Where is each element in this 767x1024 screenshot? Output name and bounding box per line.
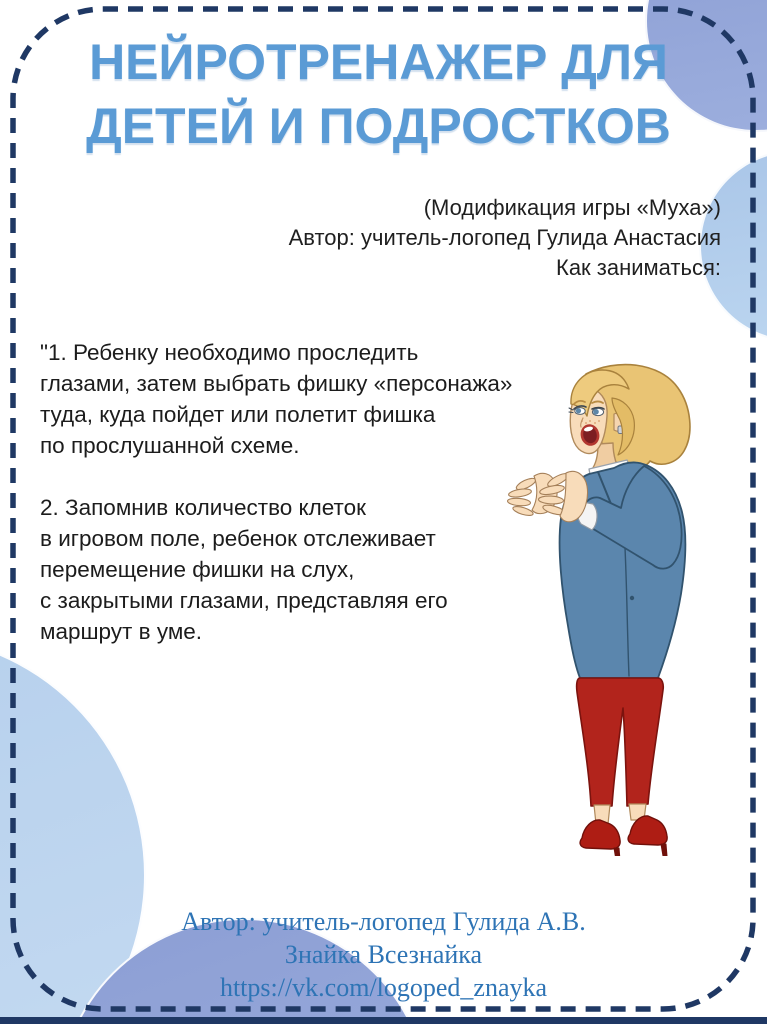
instruction-line: 2. Запомнив количество клеток (40, 495, 366, 520)
instruction-line: маршрут в уме. (40, 619, 203, 644)
subtitle-modification: (Модификация игры «Муха») (423, 195, 721, 220)
instructions-block (40, 337, 512, 647)
bottom-edge-strip (0, 1017, 767, 1024)
instruction-line: по прослушанной схеме. (40, 433, 300, 458)
subtitle-block (289, 193, 721, 283)
paragraph-gap (40, 461, 512, 492)
instruction-line: глазами, затем выбрать фишку «персонажа» (40, 371, 513, 396)
subtitle-howto: Как заниматься: (556, 255, 721, 280)
vk-link[interactable]: https://vk.com/logoped_znayka (219, 973, 548, 1002)
instruction-line: с закрытыми глазами, представляя его (40, 588, 448, 613)
speaking-woman-illustration (486, 356, 714, 856)
footer-author: Автор: учитель-логопед Гулида А.В. (181, 907, 586, 936)
footer-brand: Знайка Всезнайка (284, 940, 483, 969)
page-title-line1: НЕЙРОТРЕНАЖЕР ДЛЯ (89, 34, 668, 90)
instruction-line: туда, куда пойдет или полетит фишка (40, 402, 436, 427)
instruction-line: перемещение фишки на слух, (40, 557, 355, 582)
instruction-line: "1. Ребенку необходимо проследить (40, 340, 419, 365)
footer-credits (0, 905, 767, 1004)
subtitle-author: Автор: учитель-логопед Гулида Анастасия (288, 225, 721, 250)
page-title-line2: ДЕТЕЙ И ПОДРОСТКОВ (86, 98, 671, 154)
instruction-line: в игровом поле, ребенок отслеживает (40, 526, 436, 551)
page-title (0, 30, 757, 158)
